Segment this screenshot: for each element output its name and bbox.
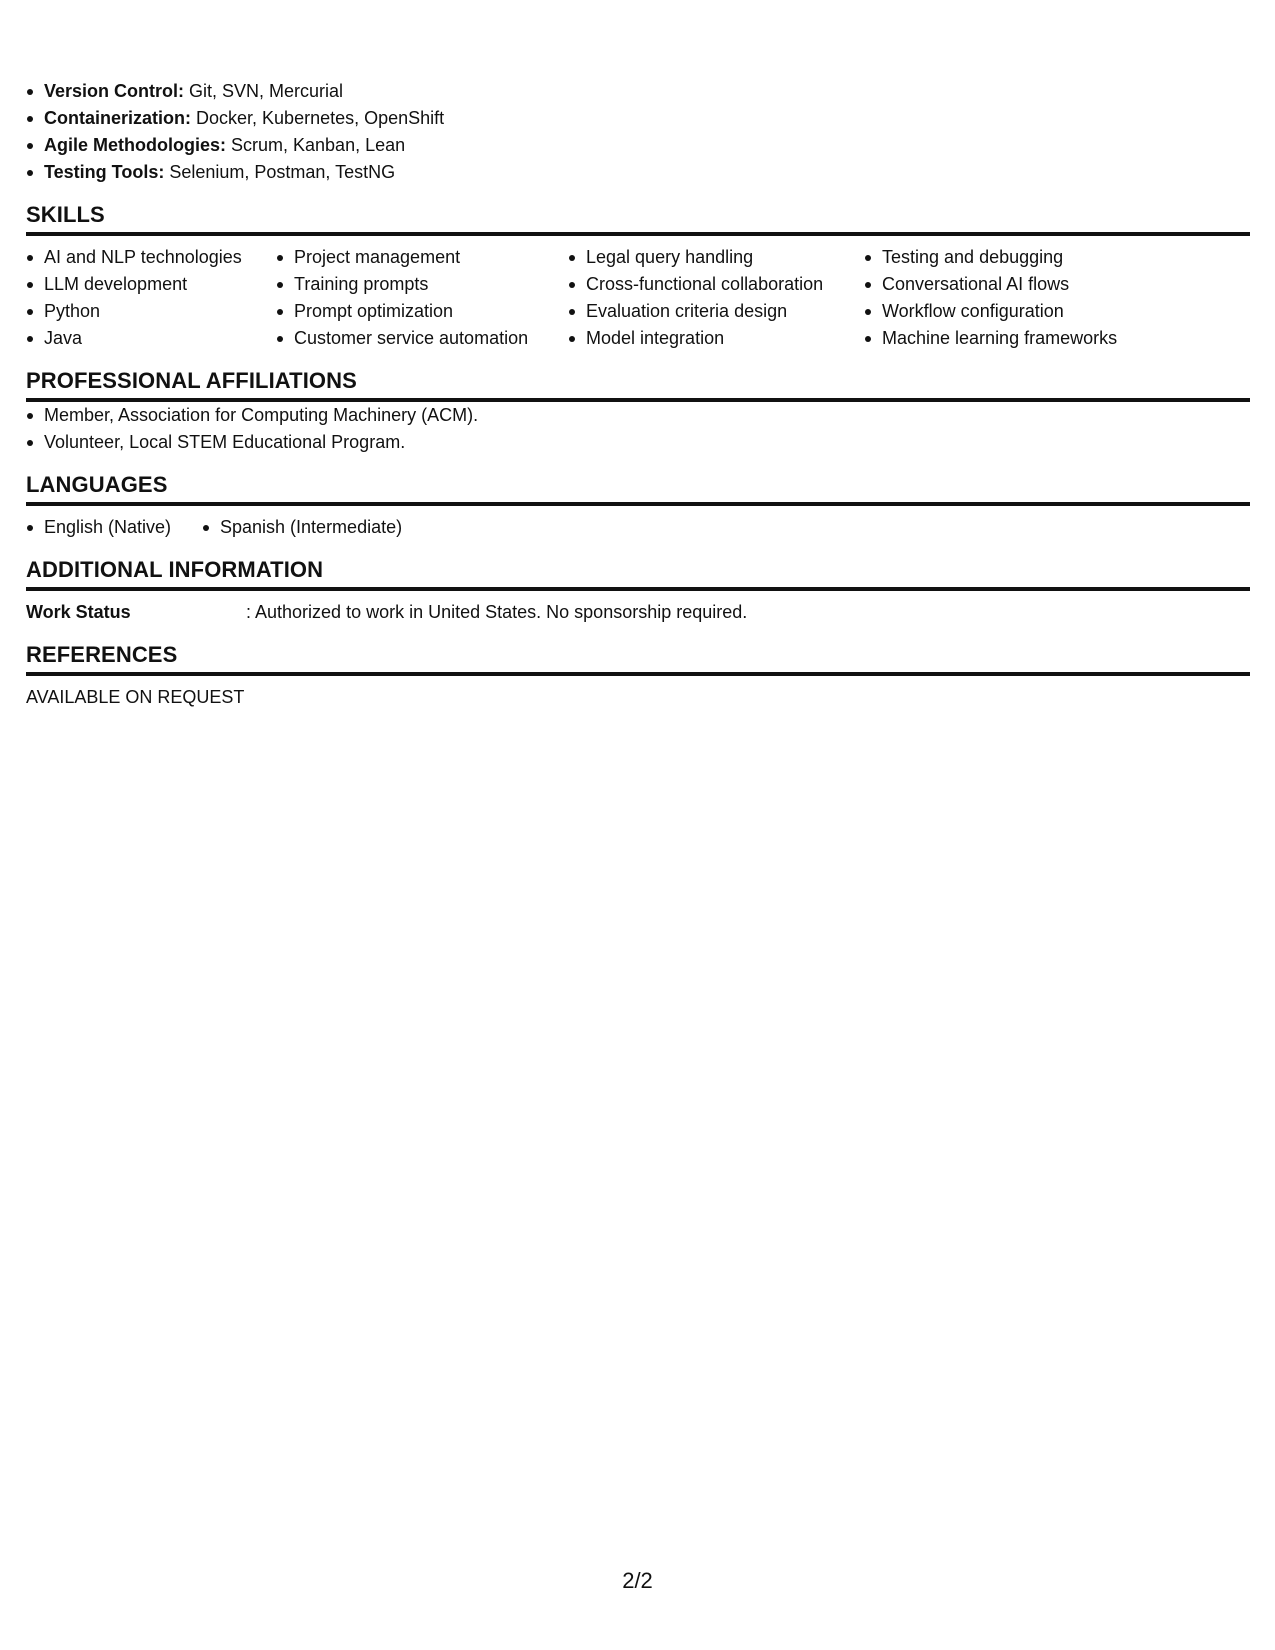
affiliation-item: Member, Association for Computing Machinery (ACM). [26,402,1250,429]
skills-column [864,244,1244,352]
skill-item: Cross-functional collaboration [568,271,864,298]
affiliation-item: Volunteer, Local STEM Educational Program. [26,429,1250,456]
skill-item: Model integration [568,325,864,352]
skill-item: Conversational AI flows [864,271,1244,298]
section-title-affiliations: PROFESSIONAL AFFILIATIONS [26,368,1250,402]
page-number: 2/2 [622,1568,653,1593]
skill-item: Training prompts [276,271,568,298]
skill-item: Testing and debugging [864,244,1244,271]
section-title-additional-information: ADDITIONAL INFORMATION [26,557,1250,591]
skills-grid [26,236,1250,352]
skill-item: Python [26,298,276,325]
list-item [26,78,1250,105]
tool-category-label: Agile Methodologies: [44,135,226,155]
affiliations-list [26,402,1250,456]
section-title-references: REFERENCES [26,642,1250,676]
skill-item: AI and NLP technologies [26,244,276,271]
skill-item: Evaluation criteria design [568,298,864,325]
skill-item: Legal query handling [568,244,864,271]
tool-category-label: Version Control: [44,81,185,101]
work-status-value: : Authorized to work in United States. No sponsorship required. [246,602,748,622]
skill-item: Machine learning frameworks [864,325,1244,352]
languages-section [26,472,1250,541]
references-section [26,642,1250,711]
tool-category-value: Git, SVN, Mercurial [189,81,344,101]
skill-item: Customer service automation [276,325,568,352]
list-item [26,159,1250,186]
language-item: English (Native) [26,514,202,541]
skill-item: LLM development [26,271,276,298]
skills-column [276,244,568,352]
technical-tools-list [26,78,1250,186]
skill-item: Workflow configuration [864,298,1244,325]
skills-column [568,244,864,352]
section-title-skills: SKILLS [26,202,1250,236]
references-text: AVAILABLE ON REQUEST [26,687,245,707]
additional-information-section [26,557,1250,626]
skill-item: Prompt optimization [276,298,568,325]
work-status-label: Work Status [26,602,131,622]
skill-item: Project management [276,244,568,271]
tool-category-label: Testing Tools: [44,162,165,182]
list-item [26,132,1250,159]
language-item: Spanish (Intermediate) [202,514,402,541]
affiliations-section [26,368,1250,456]
list-item [26,105,1250,132]
skills-section [26,202,1250,352]
work-status-row [26,591,1250,626]
tool-category-value: Docker, Kubernetes, OpenShift [196,108,445,128]
section-title-languages: LANGUAGES [26,472,1250,506]
skills-column [26,244,276,352]
language-list-group [26,514,402,541]
skill-item: Java [26,325,276,352]
tool-category-value: Scrum, Kanban, Lean [231,135,406,155]
resume-page [26,78,1250,711]
tool-category-value: Selenium, Postman, TestNG [169,162,396,182]
languages-list [26,506,1250,541]
tool-category-label: Containerization: [44,108,191,128]
